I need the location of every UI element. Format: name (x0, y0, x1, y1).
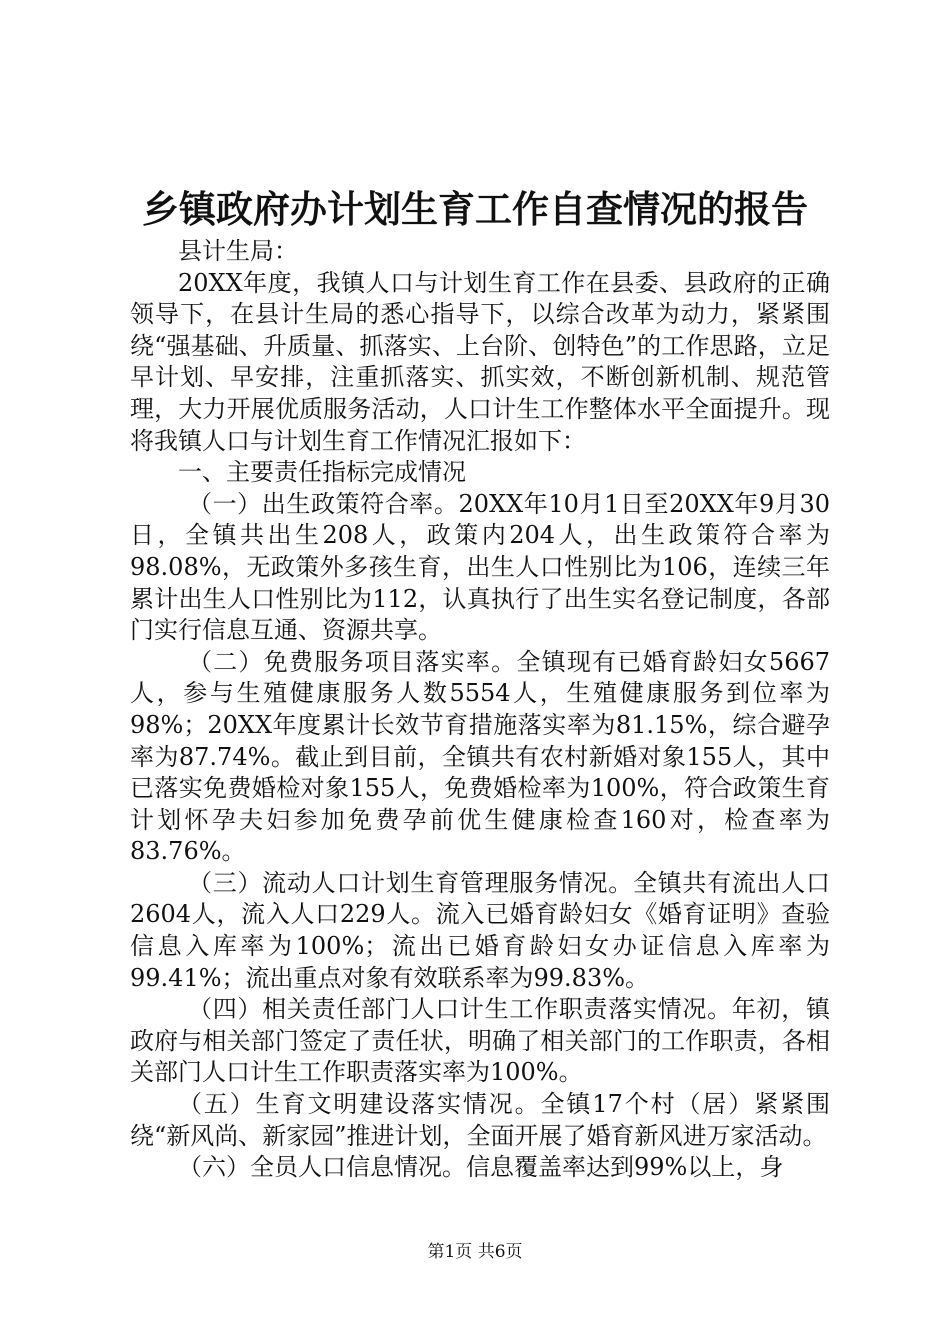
paragraph-item-3: （三）流动人口计划生育管理服务情况。全镇共有流出人口2604人，流入人口229人。流入已婚育龄妇女《婚育证明》查验信息入库率为100%；流出已婚育龄妇女办证信息入库率为99.41%；流出重点对象有效联系率为99.83%。 (130, 868, 830, 992)
paragraph-intro: 20XX年度，我镇人口与计划生育工作在县委、县政府的正确领导下，在县计生局的悉心指导下，以综合改革为动力，紧紧围绕“强基础、升质量、抓落实、上台阶、创特色”的工作思路，立足早计划、早安排，注重抓落实、抓实效，不断创新机制、规范管理，大力开展优质服务活动，人口计生工作整体水平全面提升。现将我镇人口与计划生育工作情况汇报如下： (130, 268, 830, 455)
document-title: 乡镇政府办计划生育工作自查情况的报告 (142, 187, 808, 231)
page-number-footer: 第1页 共6页 (427, 1242, 523, 1262)
paragraph-item-1: （一）出生政策符合率。20XX年10月1日至20XX年9月30日，全镇共出生208人，政策内204人，出生政策符合率为98.08%，无政策外多孩生育，出生人口性别比为106，连续三年累计出生人口性别比为112，认真执行了出生实名登记制度，各部门实行信息互通、资源共享。 (130, 489, 830, 645)
paragraph-item-4: （四）相关责任部门人口计生工作职责落实情况。年初，镇政府与相关部门签定了责任状，明确了相关部门的工作职责，各相关部门人口计生工作职责落实率为100%。 (130, 995, 830, 1087)
paragraph-item-6: （六）全员人口信息情况。信息覆盖率达到99%以上，身 (178, 1153, 784, 1182)
document-body (130, 236, 830, 1184)
salutation: 县计生局： (178, 237, 298, 265)
paragraph-item-2: （二）免费服务项目落实率。全镇现有已婚育龄妇女5667人，参与生殖健康服务人数5554人，生殖健康服务到位率为98%；20XX年度累计长效节育措施落实率为81.15%，综合避孕率为87.74%。截止到目前，全镇共有农村新婚对象155人，其中已落实免费婚检对象155人，免费婚检率为100%，符合政策生育计划怀孕夫妇参加免费孕前优生健康检查160对，检查率为83.76%。 (130, 647, 830, 866)
paragraph-item-5: （五）生育文明建设落实情况。全镇17个村（居）紧紧围绕“新风尚、新家园”推进计划，全面开展了婚育新风进万家活动。 (130, 1090, 830, 1150)
section-heading: 一、主要责任指标完成情况 (178, 458, 466, 487)
